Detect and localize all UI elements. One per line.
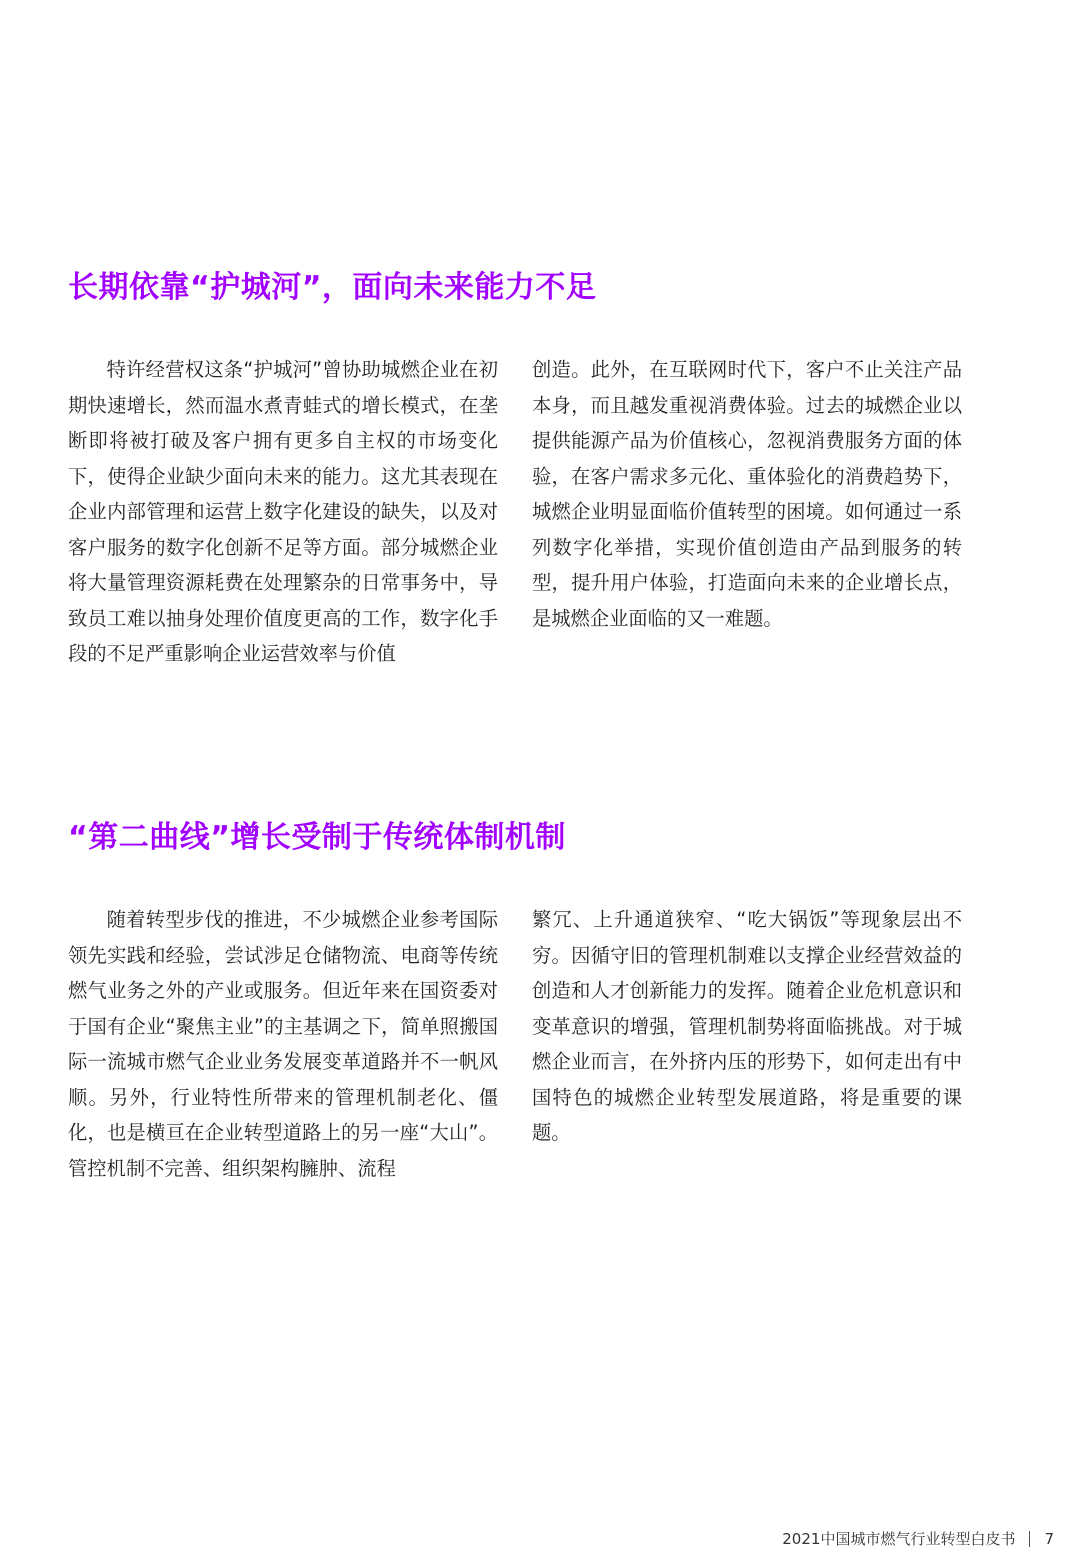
page-number: 7 xyxy=(1044,1529,1054,1548)
section-heading: “第二曲线”增长受制于传统体制机制 xyxy=(68,820,566,855)
section-heading: 长期依靠“护城河”，面向未来能力不足 xyxy=(68,270,597,305)
section-second-curve xyxy=(68,816,968,1180)
footer-doc-title: 2021中国城市燃气行业转型白皮书 xyxy=(782,1530,1016,1548)
body-text-right: 创造。此外，在互联网时代下，客户不止关注产品本身，而且越发重视消费体验。过去的城燃企业以提供能源产品为价值核心，忽视消费服务方面的体验，在客户需求多元化、重体验化的消费趋势下，城燃企业明显面临价值转型的困境。如何通过一系列数字化举措，实现价值创造由产品到服务的转型，提升用户体验，打造面向未来的企业增长点，是城燃企业面临的又一难题。 xyxy=(532,358,962,630)
page-footer xyxy=(782,1528,1054,1549)
body-text-left: 随着转型步伐的推进，不少城燃企业参考国际领先实践和经验，尝试涉足仓储物流、电商等传统燃气业务之外的产业或服务。但近年来在国资委对于国有企业“聚焦主业”的主基调之下，简单照搬国际一流城市燃气企业业务发展变革道路并不一帆风顺。另外，行业特性所带来的管理机制老化、僵化，也是横亘在企业转型道路上的另一座“大山”。管控机制不完善、组织架构臃肿、流程 xyxy=(68,908,498,1180)
body-text-right: 繁冗、上升通道狭窄、“吃大锅饭”等现象层出不穷。因循守旧的管理机制难以支撑企业经营效益的创造和人才创新能力的发挥。随着企业危机意识和变革意识的增强，管理机制势将面临挑战。对于城燃企业而言，在外挤内压的形势下，如何走出有中国特色的城燃企业转型发展道路，将是重要的课题。 xyxy=(532,908,962,1144)
footer-divider xyxy=(1029,1531,1030,1547)
section-moat xyxy=(68,266,968,665)
body-text-left: 特许经营权这条“护城河”曾协助城燃企业在初期快速增长，然而温水煮青蛙式的增长模式，在垄断即将被打破及客户拥有更多自主权的市场变化下，使得企业缺少面向未来的能力。这尤其表现在企业内部管理和运营上数字化建设的缺失，以及对客户服务的数字化创新不足等方面。部分城燃企业将大量管理资源耗费在处理繁杂的日常事务中，导致员工难以抽身处理价值度更高的工作，数字化手段的不足严重影响企业运营效率与价值 xyxy=(68,358,498,665)
